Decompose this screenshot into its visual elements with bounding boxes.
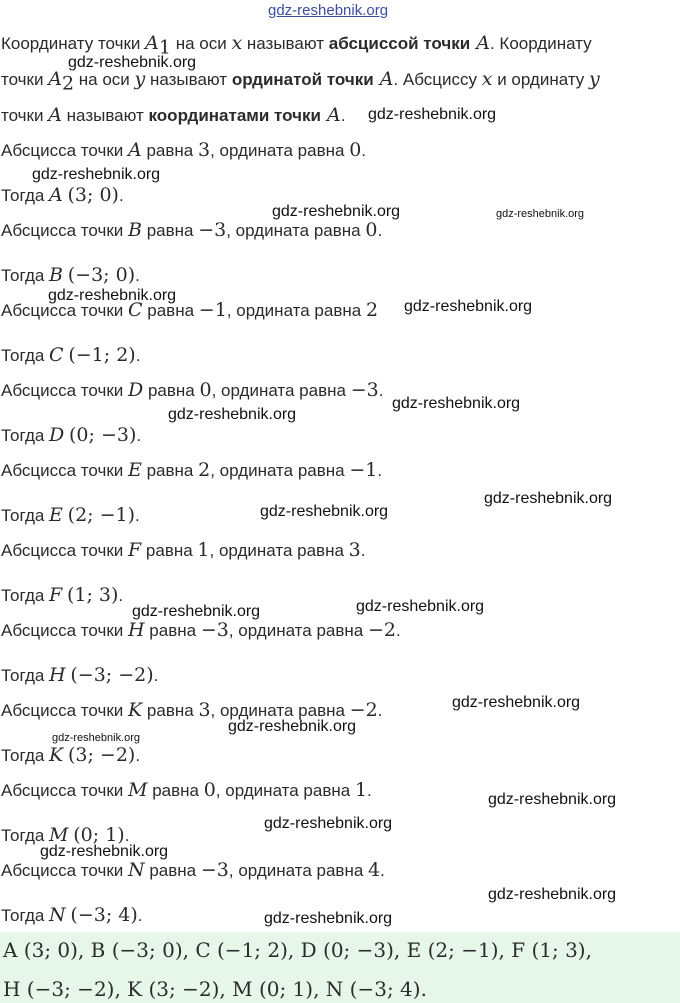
text: Абсцисса точки: [1, 141, 128, 160]
watermark: gdz-reshebnik.org: [264, 815, 393, 832]
text: равна: [147, 781, 204, 800]
watermark: gdz-reshebnik.org: [264, 910, 393, 927]
text: равна: [141, 221, 199, 240]
text: Абсцисса точки: [1, 701, 128, 720]
point-name: A: [49, 184, 63, 206]
abscissa-line-h: Абсцисса точки H равна −3, ордината равна −2.: [1, 619, 401, 641]
watermark: gdz-reshebnik.org: [484, 490, 613, 507]
then-line-m: Тогда M (0; 1).: [1, 824, 130, 846]
text: , ордината равна: [226, 221, 366, 240]
point-name: N: [49, 904, 66, 926]
text: Тогда: [1, 666, 50, 685]
text: Тогда: [1, 186, 50, 205]
text: точки: [1, 106, 49, 125]
site-link[interactable]: gdz-reshebnik.org: [268, 2, 389, 19]
point-x: 3: [197, 139, 211, 161]
abscissa-line-k: Абсцисса точки K равна 3, ордината равна −2.: [1, 699, 383, 721]
text: Тогда: [1, 586, 50, 605]
point-x: 0: [203, 779, 216, 801]
point-name: H: [49, 664, 66, 686]
text: Абсцисса точки: [1, 861, 128, 880]
text: Абсцисса точки: [1, 301, 128, 320]
text: и ординату: [492, 70, 590, 89]
text: Тогда: [1, 906, 50, 925]
point-name: H: [128, 619, 145, 641]
text: равна: [143, 381, 200, 400]
point-y: 3: [348, 539, 361, 561]
text: называют: [145, 70, 232, 89]
text: Тогда: [1, 266, 50, 285]
text: равна: [141, 541, 198, 560]
then-line-n: Тогда N (−3; 4).: [1, 904, 143, 926]
abscissa-line-n: Абсцисса точки N равна −3, ордината равна 4.: [1, 859, 385, 881]
text: точки: [1, 70, 49, 89]
text: . Координату: [489, 34, 592, 53]
watermark: gdz-reshebnik.org: [260, 503, 389, 520]
text: на оси: [170, 34, 232, 53]
math: A: [470, 32, 490, 54]
point-name: F: [128, 539, 142, 561]
math: y: [589, 68, 600, 90]
text: Тогда: [1, 426, 50, 445]
math-subscript: 1: [158, 36, 171, 59]
point-y: 4: [368, 859, 381, 881]
point-name: N: [128, 859, 145, 881]
text: называют: [61, 106, 149, 125]
watermark: gdz-reshebnik.org: [488, 791, 617, 808]
text: Тогда: [1, 826, 50, 845]
point-coord: (0; −3): [69, 424, 137, 446]
math: A: [373, 68, 394, 90]
text: , ордината равна: [210, 701, 350, 720]
point-x: 0: [199, 379, 212, 401]
answer-box: [0, 932, 680, 1003]
intro-line-3: [1, 104, 345, 127]
point-name: M: [128, 779, 148, 801]
text: Координату точки: [1, 34, 146, 53]
point-x: −3: [200, 619, 229, 641]
point-name: E: [128, 459, 142, 481]
then-line-e: Тогда E (2; −1).: [1, 504, 140, 526]
then-line-k: Тогда K (3; −2).: [1, 744, 141, 766]
abscissa-line-a: Абсцисса точки A равна 3, ордината равна 0.: [1, 139, 367, 161]
text: на оси: [74, 70, 135, 89]
then-line-c: Тогда C (−1; 2).: [1, 344, 141, 366]
abscissa-line-e: Абсцисса точки E равна 2, ордината равна −1.: [1, 459, 383, 481]
text: называют: [242, 34, 329, 53]
abscissa-line-f: Абсцисса точки F равна 1, ордината равна 3.: [1, 539, 366, 561]
watermark: gdz-reshebnik.org: [48, 287, 177, 304]
then-line-h: Тогда H (−3; −2).: [1, 664, 159, 686]
abscissa-line-d: Абсцисса точки D равна 0, ордината равна −3.: [1, 379, 384, 401]
point-x: −1: [198, 299, 227, 321]
watermark: gdz-reshebnik.org: [404, 298, 533, 315]
abscissa-line-b: Абсцисса точки B равна −3, ордината равна 0.: [1, 219, 383, 241]
watermark: gdz-reshebnik.org: [368, 106, 497, 123]
point-coord: (3; 0): [67, 184, 119, 206]
watermark: gdz-reshebnik.org: [392, 395, 521, 412]
point-coord: (−1; 2): [68, 344, 136, 366]
text: , ордината равна: [226, 301, 366, 320]
watermark: gdz-reshebnik.org: [68, 54, 197, 71]
point-coord: (0; 1): [73, 824, 125, 846]
watermark: gdz-reshebnik.org: [32, 166, 161, 183]
watermark: gdz-reshebnik.org: [496, 208, 585, 220]
term-coordinates: координатами точки: [148, 106, 321, 125]
point-name: D: [49, 424, 65, 446]
point-name: K: [49, 744, 64, 766]
point-name: M: [49, 824, 69, 846]
text: Абсцисса точки: [1, 221, 128, 240]
point-x: −3: [198, 219, 227, 241]
math: A: [48, 104, 62, 126]
text: , ордината равна: [210, 141, 350, 160]
text: Абсцисса точки: [1, 381, 128, 400]
text: равна: [144, 621, 201, 640]
point-x: 2: [198, 459, 211, 481]
point-coord: (−3; 4): [70, 904, 138, 926]
point-y: −2: [367, 619, 396, 641]
text: .: [340, 106, 346, 125]
point-name: D: [128, 379, 144, 401]
text: равна: [141, 141, 198, 160]
text: , ордината равна: [228, 621, 368, 640]
term-ordinate: ординатой точки: [231, 70, 374, 89]
point-y: −1: [349, 459, 378, 481]
text: , ордината равна: [210, 461, 350, 480]
watermark: gdz-reshebnik.org: [488, 886, 617, 903]
then-line-f: Тогда F (1; 3).: [1, 584, 124, 606]
math: x: [231, 32, 243, 54]
watermark: gdz-reshebnik.org: [52, 732, 141, 744]
point-y: 0: [365, 219, 378, 241]
point-y: −3: [350, 379, 379, 401]
text: Абсцисса точки: [1, 781, 128, 800]
term-abscissa: абсциссой точки: [328, 34, 471, 53]
text: , ордината равна: [211, 381, 351, 400]
point-x: 3: [198, 699, 211, 721]
text: равна: [142, 301, 199, 320]
point-coord: (−3; −2): [70, 664, 154, 686]
point-x: 1: [197, 539, 210, 561]
math: A: [48, 68, 62, 90]
abscissa-line-m: Абсцисса точки M равна 0, ордината равна 1.: [1, 779, 372, 801]
text: Абсцисса точки: [1, 461, 128, 480]
watermark: gdz-reshebnik.org: [228, 718, 357, 735]
watermark: gdz-reshebnik.org: [132, 603, 261, 620]
point-y: 1: [354, 779, 368, 801]
text: равна: [144, 861, 201, 880]
text: , ордината равна: [215, 781, 355, 800]
watermark: gdz-reshebnik.org: [272, 203, 401, 220]
point-coord: (3; −2): [67, 744, 136, 766]
point-coord: (2; −1): [67, 504, 136, 526]
watermark: gdz-reshebnik.org: [168, 406, 297, 423]
watermark: gdz-reshebnik.org: [40, 843, 169, 860]
point-name: B: [128, 219, 142, 241]
then-line-b: Тогда B (−3; 0).: [1, 264, 140, 286]
text: Тогда: [1, 506, 50, 525]
math: A: [145, 32, 159, 54]
point-name: C: [49, 344, 64, 366]
math: A: [320, 104, 341, 126]
point-name: A: [128, 139, 142, 161]
math: x: [481, 68, 493, 90]
text: равна: [141, 461, 199, 480]
text: Тогда: [1, 746, 50, 765]
point-y: 2: [365, 299, 379, 321]
point-name: C: [128, 299, 143, 321]
watermark: gdz-reshebnik.org: [356, 598, 485, 615]
watermark: gdz-reshebnik.org: [452, 694, 581, 711]
point-name: B: [49, 264, 64, 286]
answer-line-2: H (−3; −2), K (3; −2), M (0; 1), N (−3; 4).: [3, 977, 427, 1001]
text: равна: [142, 701, 199, 720]
text: . Абсциссу: [393, 70, 482, 89]
point-name: F: [49, 584, 63, 606]
point-name: E: [49, 504, 63, 526]
then-line-a: Тогда A (3; 0).: [1, 184, 124, 206]
point-y: −2: [349, 699, 378, 721]
text: Тогда: [1, 346, 50, 365]
point-x: −3: [200, 859, 229, 881]
point-coord: (1; 3): [66, 584, 119, 606]
point-name: K: [128, 699, 143, 721]
text: , ордината равна: [228, 861, 369, 880]
then-line-d: Тогда D (0; −3).: [1, 424, 142, 446]
answer-line-1: A (3; 0), B (−3; 0), C (−1; 2), D (0; −3), E (2; −1), F (1; 3),: [3, 938, 592, 962]
text: Абсцисса точки: [1, 541, 128, 560]
math: y: [134, 68, 146, 90]
point-y: 0: [349, 139, 362, 161]
point-coord: (−3; 0): [67, 264, 136, 286]
math-subscript: 2: [61, 72, 75, 95]
text: Абсцисса точки: [1, 621, 128, 640]
text: , ордината равна: [209, 541, 349, 560]
